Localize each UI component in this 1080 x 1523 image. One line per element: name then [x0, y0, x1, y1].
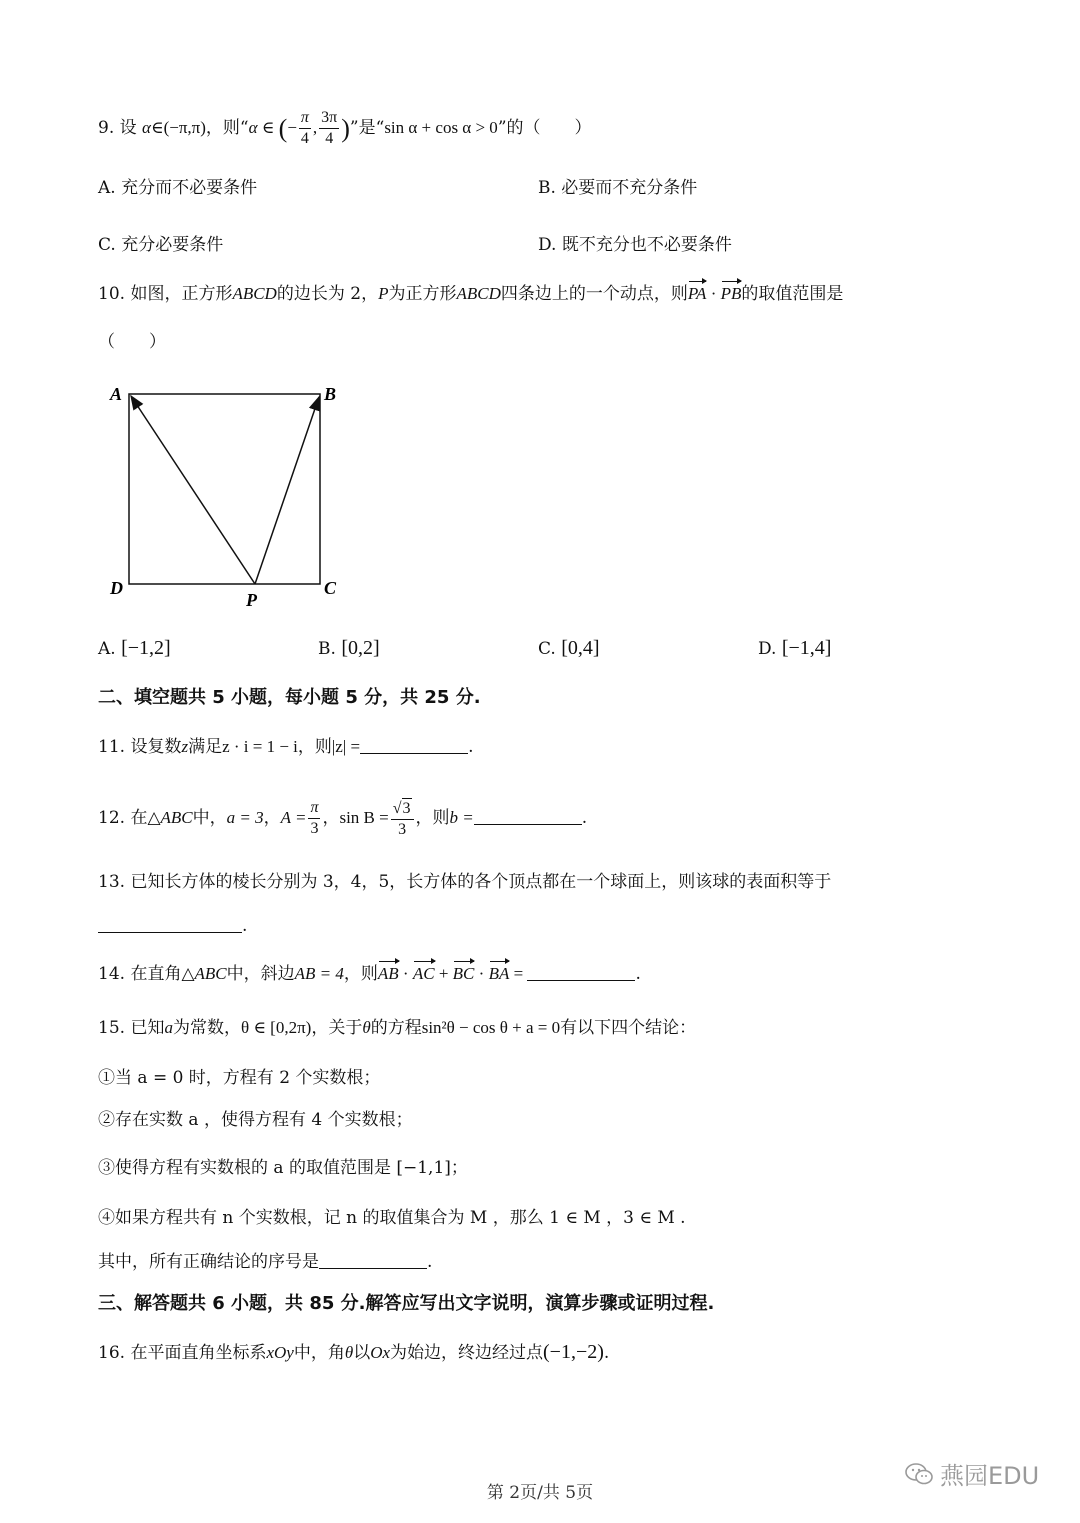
- section-2-heading: 二、填空题共 5 小题，每小题 5 分，共 25 分.: [98, 687, 481, 708]
- q10-option-b: B. [0,2]: [318, 637, 380, 659]
- q10-option-d: D. [−1,4]: [758, 637, 832, 659]
- q9-option-a: A. 充分而不必要条件: [98, 178, 258, 198]
- answer-blank: [98, 916, 242, 933]
- wechat-icon: [904, 1461, 934, 1487]
- label-c: C: [324, 578, 337, 598]
- section-3-heading: 三、解答题共 6 小题，共 85 分.解答应写出文字说明，演算步骤或证明过程.: [98, 1293, 715, 1314]
- q10-stem: 10. 如图，正方形ABCD的边长为 2，P为正方形ABCD四条边上的一个动点，则PA · PB的取值范围是: [98, 284, 844, 304]
- q9-option-b: B. 必要而不充分条件: [538, 178, 698, 198]
- answer-blank: [527, 964, 635, 981]
- q15-statement-4: ④如果方程共有 n 个实数根，记 n 的取值集合为 M ，那么 1 ∈ M ，3 ∈ M .: [98, 1208, 686, 1228]
- fraction: $\frac{\pi}{3}$: [310, 799, 319, 837]
- answer-blank: [319, 1252, 427, 1269]
- q12-stem: 12. 在△ABC中，a = 3，A = $\frac{\pi}{3}$ ，sin B = $\frac{√3}{3}$ ，则b = .: [98, 799, 588, 838]
- q15-final: 其中，所有正确结论的序号是 .: [98, 1252, 433, 1272]
- label-p: P: [246, 590, 257, 610]
- vector-pa: [131, 396, 255, 584]
- fraction: $\frac{√3}{3}$: [391, 798, 414, 840]
- q10-option-a: A. [−1,2]: [98, 637, 171, 659]
- watermark: [904, 1456, 1039, 1491]
- q9-option-d: D. 既不充分也不必要条件: [538, 235, 732, 255]
- label-a: A: [110, 384, 123, 404]
- vector-pb: [255, 397, 319, 584]
- q16-stem: 16. 在平面直角坐标系xOy中，角θ以Ox为始边，终边经过点(−1,−2).: [98, 1341, 610, 1363]
- q11-stem: 11. 设复数z满足z · i = 1 − i，则|z| = .: [98, 737, 474, 757]
- square-abcd: [129, 394, 320, 584]
- q10-option-c: C. [0,4]: [538, 637, 600, 659]
- q10-answer-paren: （ ）: [98, 332, 166, 352]
- watermark-text: 燕园EDU: [940, 1462, 1040, 1490]
- answer-blank: [474, 808, 582, 825]
- page-footer: 第 2页/共 5页: [486, 1483, 594, 1503]
- q9-option-c: C. 充分必要条件: [98, 235, 224, 255]
- label-d: D: [110, 578, 123, 598]
- fraction: $\frac{3\pi}{4}$: [321, 109, 338, 147]
- q13-stem: 13. 已知长方体的棱长分别为 3，4，5，长方体的各个顶点都在一个球面上，则该球的表面积等于: [98, 872, 832, 892]
- q15-statement-2: ②存在实数 a ，使得方程有 4 个实数根；: [98, 1110, 413, 1130]
- q15-statement-3: ③使得方程有实数根的 a 的取值范围是 [−1,1]；: [98, 1158, 468, 1178]
- q13-blank-line: .: [98, 914, 247, 938]
- fraction: $\frac{\pi}{4}$: [300, 109, 309, 147]
- answer-blank: [360, 737, 468, 754]
- q15-stem: 15. 已知a为常数，θ ∈ [0,2π)，关于θ的方程sin²θ − cos θ + a = 0有以下四个结论：: [98, 1018, 697, 1038]
- q15-statement-1: ①当 a = 0 时，方程有 2 个实数根；: [98, 1068, 381, 1088]
- q14-stem: 14. 在直角△ABC中，斜边AB = 4，则AB · AC + BC · BA = .: [98, 964, 641, 984]
- square-diagram: [100, 380, 350, 610]
- label-b: B: [324, 384, 337, 404]
- q9-stem: 9. 设 α∈(−π,π)，则“α ∈ (− $\frac{\pi}{4}$ , $\frac{3\pi}{4}$ )”是“sin α + cos α > 0”的（ ）: [98, 109, 592, 147]
